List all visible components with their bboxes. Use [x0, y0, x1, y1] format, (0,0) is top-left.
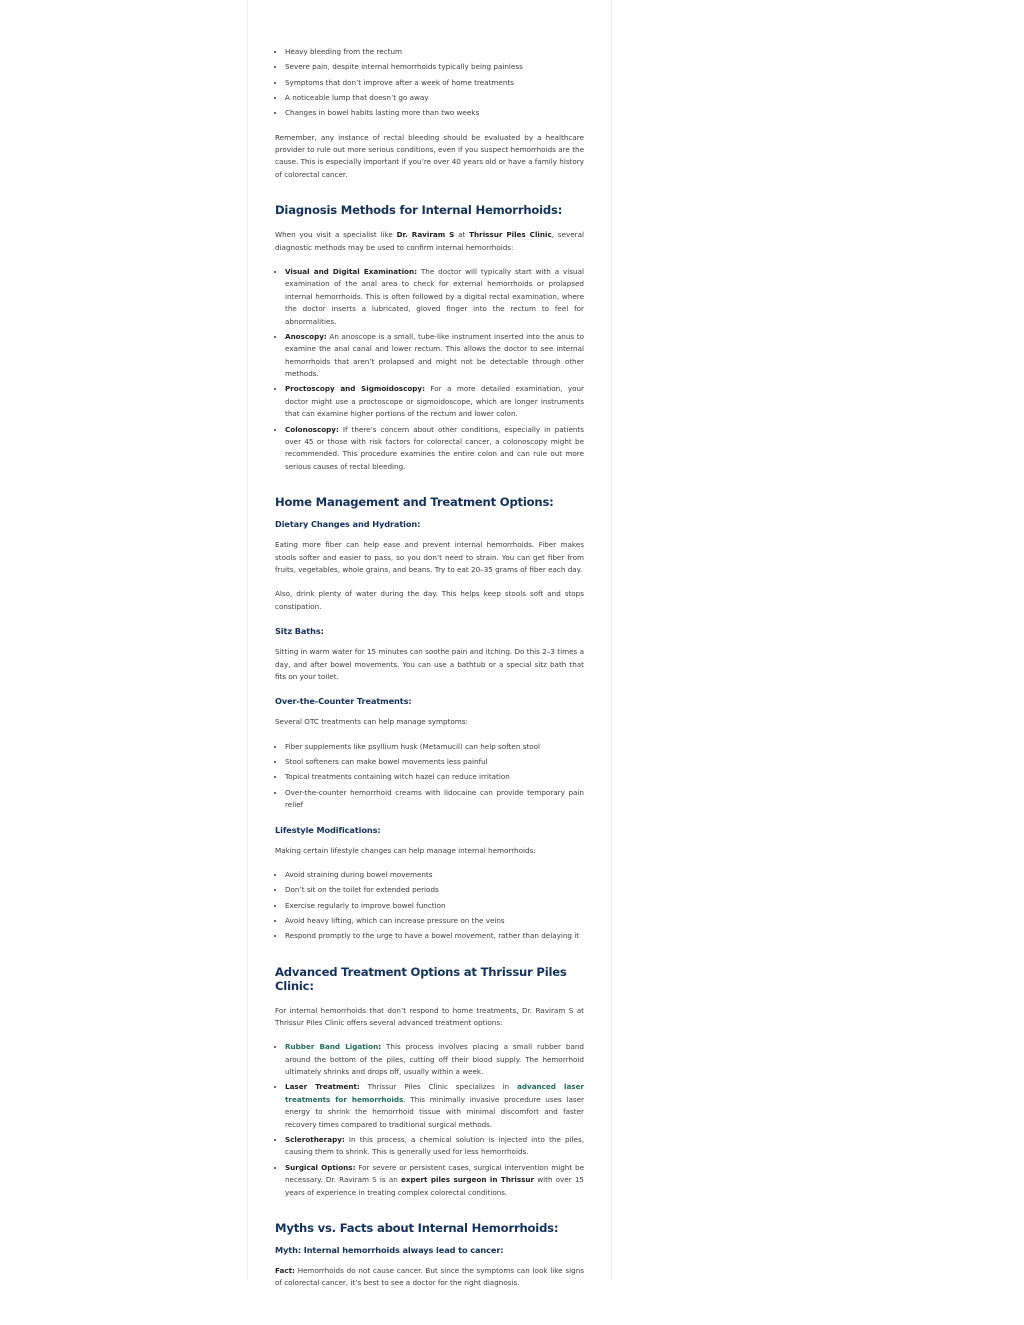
remember-paragraph: Remember, any instance of rectal bleeding should be evaluated by a healthcare provider to rule out more serious conditions, even if you suspect hemorrhoids are the cause. This is especially important if you’re over 40 years old or have a family history of colorectal cancer.: [275, 132, 584, 179]
list-item: • A noticeable lump that doesn’t go away: [285, 92, 584, 104]
list-item: • Surgical Options: For severe or persistent cases, surgical intervention might be necessary. Dr. Raviram S is an expert piles surgeon in Thrissur with over 15 years of experience in treating complex colorectal conditions.: [285, 1162, 584, 1199]
advanced-intro: For internal hemorrhoids that don’t respond to home treatments, Dr. Raviram S at Thrissur Piles Clinic offers several advanced treatment options:: [275, 1005, 584, 1027]
sitz-paragraph: Sitting in warm water for 15 minutes can soothe pain and itching. Do this 2–3 times a day, and after bowel movements. You can use a bathtub or a special sitz bath that fits on your toilet.: [275, 647, 584, 682]
dietary-paragraph-2: Also, drink plenty of water during the day. This helps keep stools soft and stops constipation.: [275, 589, 584, 611]
doctor-name: Dr. Raviram S: [396, 230, 455, 240]
lifestyle-intro: Making certain lifestyle changes can help manage internal hemorrhoids:: [275, 845, 536, 855]
otc-list: [275, 741, 584, 812]
list-item: • Proctoscopy and Sigmoidoscopy: For a more detailed examination, your doctor might use a proctoscope or sigmoidoscope, which are longer instruments that can examine higher portions of the rectum and lower colon.: [285, 383, 584, 420]
list-item: • Topical treatments containing witch hazel can reduce irritation: [285, 771, 584, 783]
advanced-treatment-heading: Advanced Treatment Options at Thrissur Piles Clinic:: [275, 964, 567, 993]
lifestyle-heading: Lifestyle Modifications:: [275, 824, 381, 835]
list-item: • Sclerotherapy: In this process, a chemical solution is injected into the piles, causing them to shrink. This is generally used for less hemorrhoids.: [285, 1134, 584, 1159]
otc-heading: Over-the-Counter Treatments:: [275, 696, 412, 707]
home-management-heading: Home Management and Treatment Options:: [275, 495, 554, 510]
rubber-band-ligation-link[interactable]: Rubber Band Ligation: [285, 1042, 379, 1052]
diagnosis-methods-list: [275, 266, 584, 473]
dietary-paragraph-1: Eating more fiber can help ease and prevent internal hemorrhoids. Fiber makes stools softer and easier to pass, so you don’t need to strain. You can get fiber from fruits, vegetables, whole grains, and beans. Try to eat 20–35 grams of fiber each day.: [275, 540, 584, 575]
list-item: • Heavy bleeding from the rectum: [285, 46, 584, 58]
list-item: • Exercise regularly to improve bowel function: [285, 900, 584, 912]
list-item: • Severe pain, despite internal hemorrhoids typically being painless: [285, 61, 584, 73]
list-item: • Visual and Digital Examination: The doctor will typically start with a visual examination of the anal area to check for external hemorrhoids or prolapsed internal hemorrhoids. This is often followed by a digital rectal examination, where the doctor inserts a lubricated, gloved finger into the rectum to feel for abnormalities.: [285, 266, 584, 328]
myths-facts-heading: Myths vs. Facts about Internal Hemorrhoids:: [275, 1220, 559, 1235]
list-item: • Symptoms that don’t improve after a week of home treatments: [285, 77, 584, 89]
list-item: • Fiber supplements like psyllium husk (Metamucil) can help soften stool: [285, 741, 584, 753]
lifestyle-list: [275, 869, 584, 943]
diagnosis-heading: Diagnosis Methods for Internal Hemorrhoids:: [275, 203, 563, 218]
advanced-treatment-list: [275, 1041, 584, 1199]
article-content: [275, 46, 584, 1290]
laser-treatment-link[interactable]: advanced laser treatments for hemorrhoids: [285, 1082, 584, 1104]
otc-intro: Several OTC treatments can help manage symptoms:: [275, 717, 468, 727]
list-item: • Anoscopy: An anoscope is a small, tube-like instrument inserted into the anus to examine the anal canal and lower rectum. This allows the doctor to see internal hemorrhoids that aren’t prolapsed and might not be detectable through other methods.: [285, 331, 584, 381]
list-item: • Rubber Band Ligation: This process involves placing a small rubber band around the bottom of the piles, cutting off their blood supply. The hemorrhoid ultimately shrinks and drops off, usually within a week.: [285, 1041, 584, 1078]
clinic-name: Thrissur Piles Clinic: [469, 230, 552, 240]
warning-signs-list: [275, 46, 584, 120]
article-page: [247, 0, 612, 1288]
fact-1-paragraph: Fact: Hemorrhoids do not cause cancer. But since the symptoms can look like signs of colorectal cancer, it’s best to see a doctor for the right diagnosis.: [275, 1265, 584, 1288]
dietary-heading: Dietary Changes and Hydration:: [275, 519, 421, 530]
list-item: • Avoid heavy lifting, which can increase pressure on the veins: [285, 915, 584, 927]
list-item: • Colonoscopy: If there’s concern about other conditions, especially in patients over 45 or those with risk factors for colorectal cancer, a colonoscopy might be recommended. This procedure examines the entire colon and can rule out more serious causes of rectal bleeding.: [285, 424, 584, 474]
diagnosis-intro: When you visit a specialist like Dr. Raviram S at Thrissur Piles Clinic, several diagnostic methods may be used to confirm internal hemorrhoids:: [275, 230, 584, 252]
sitz-heading: Sitz Baths:: [275, 626, 324, 637]
list-item: • Stool softeners can make bowel movements less painful: [285, 756, 584, 768]
list-item: • Laser Treatment: Thrissur Piles Clinic specializes in advanced laser treatments for hemorrhoids. This minimally invasive procedure uses laser energy to shrink the hemorrhoid tissue with minimal discomfort and faster recovery times compared to traditional surgical methods.: [285, 1081, 584, 1131]
list-item: • Don’t sit on the toilet for extended periods: [285, 884, 584, 896]
list-item: • Avoid straining during bowel movements: [285, 869, 584, 881]
myth-1-heading: Myth: Internal hemorrhoids always lead to cancer:: [275, 1244, 504, 1255]
list-item: • Over-the-counter hemorrhoid creams with lidocaine can provide temporary pain relief: [285, 787, 584, 812]
list-item: • Respond promptly to the urge to have a bowel movement, rather than delaying it: [285, 930, 584, 942]
list-item: • Changes in bowel habits lasting more than two weeks: [285, 107, 584, 119]
